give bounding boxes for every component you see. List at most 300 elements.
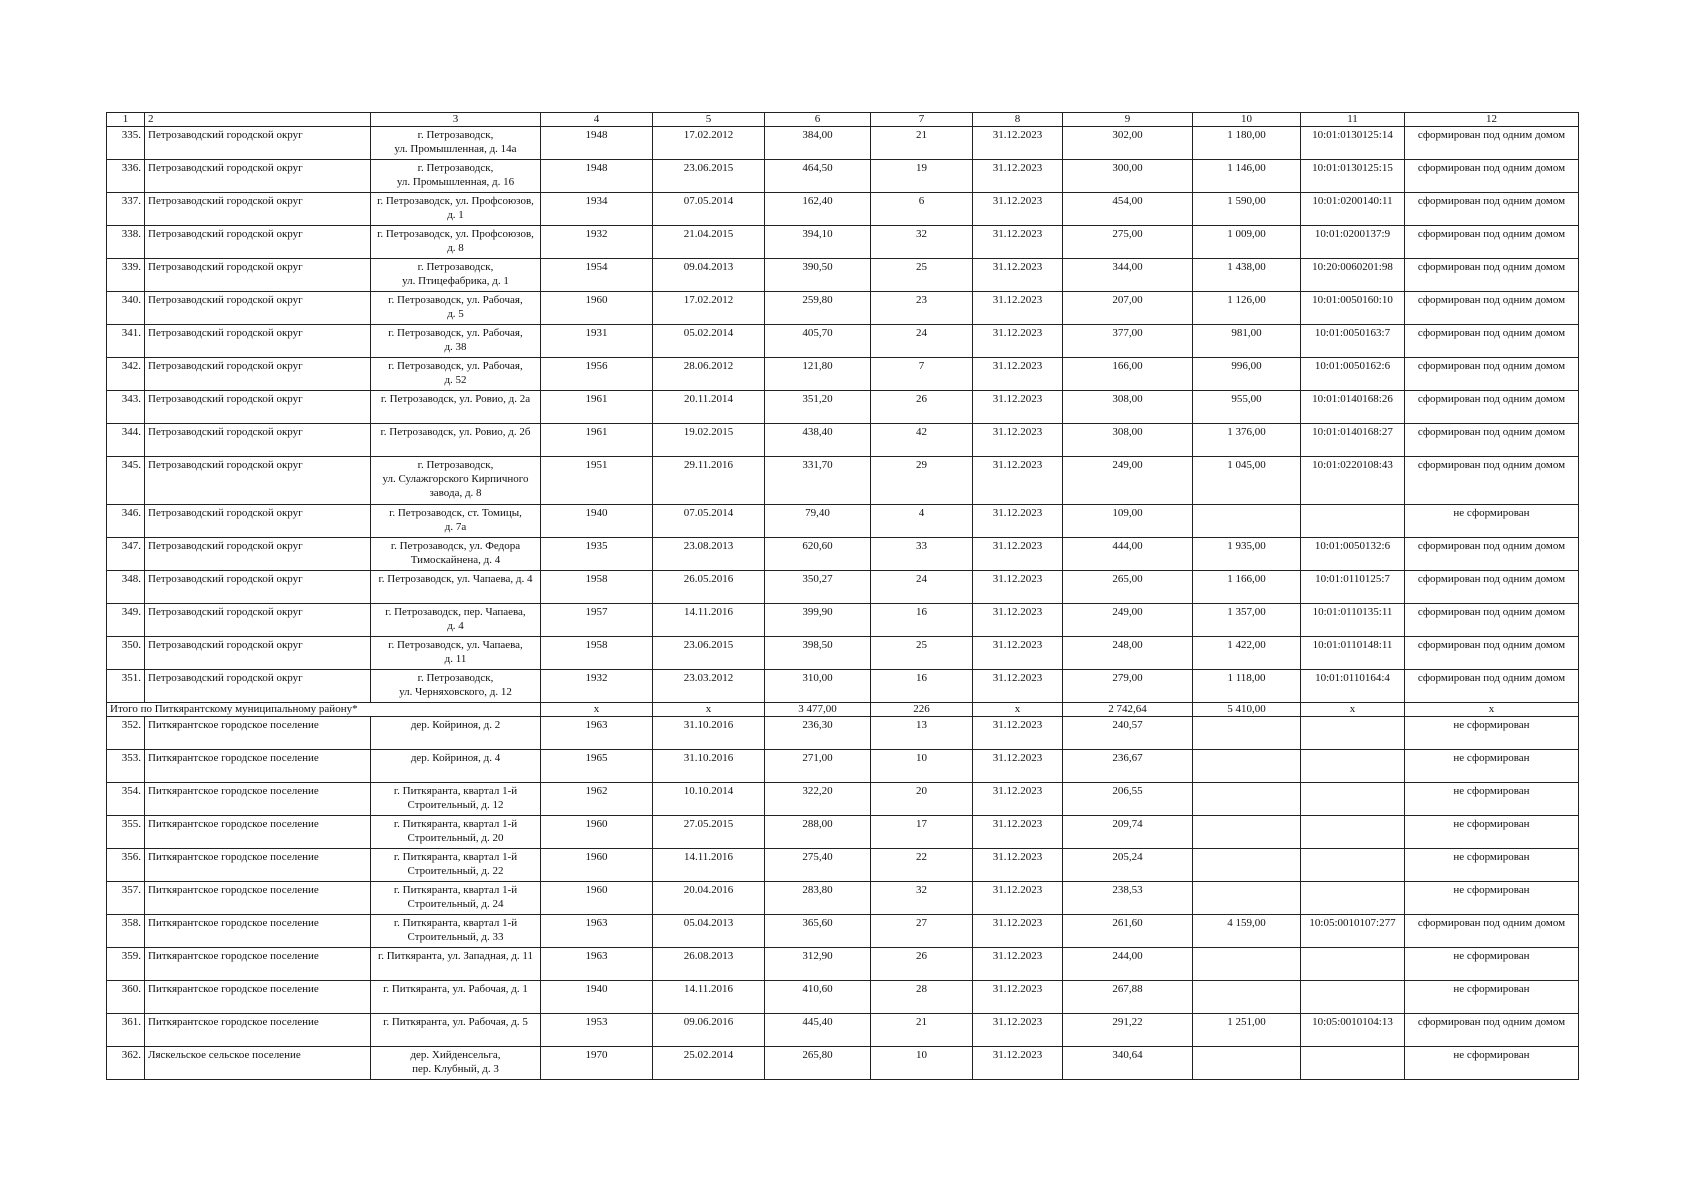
land-area-cell: 5 410,00 [1193, 703, 1301, 717]
row-number-cell: 336. [107, 160, 145, 193]
deadline-cell: 31.12.2023 [973, 424, 1063, 457]
row-number-cell: 347. [107, 538, 145, 571]
year-cell: 1956 [541, 358, 653, 391]
land-area-cell: 1 376,00 [1193, 424, 1301, 457]
land-status-cell: сформирован под одним домом [1405, 637, 1579, 670]
municipality-cell: Питкярантское городское поселение [145, 816, 371, 849]
date-cell: х [653, 703, 765, 717]
municipality-cell: Петрозаводский городской округ [145, 637, 371, 670]
row-number-cell: 349. [107, 604, 145, 637]
year-cell: 1948 [541, 160, 653, 193]
cadastral-number-cell [1301, 783, 1405, 816]
cadastral-number-cell: 10:01:0110164:4 [1301, 670, 1405, 703]
cadastral-number-cell: 10:01:0220108:43 [1301, 457, 1405, 505]
value-cell: 244,00 [1063, 948, 1193, 981]
land-status-cell: не сформирован [1405, 948, 1579, 981]
residents-cell: 33 [871, 538, 973, 571]
address-cell: дер. Койриноя, д. 2 [371, 717, 541, 750]
table-row [107, 783, 1579, 816]
area-cell: 350,27 [765, 571, 871, 604]
municipality-cell: Петрозаводский городской округ [145, 127, 371, 160]
row-number-cell: 359. [107, 948, 145, 981]
cadastral-number-cell: 10:05:0010104:13 [1301, 1014, 1405, 1047]
land-area-cell: 1 009,00 [1193, 226, 1301, 259]
land-area-cell [1193, 882, 1301, 915]
cadastral-number-cell [1301, 505, 1405, 538]
value-cell: 248,00 [1063, 637, 1193, 670]
year-cell: 1961 [541, 424, 653, 457]
value-cell: 279,00 [1063, 670, 1193, 703]
year-cell: 1963 [541, 915, 653, 948]
address-cell: г. Петрозаводск, ул. Чапаева, д. 4 [371, 571, 541, 604]
municipality-cell: Петрозаводский городской округ [145, 358, 371, 391]
date-cell: 09.04.2013 [653, 259, 765, 292]
table-row [107, 505, 1579, 538]
residents-cell: 32 [871, 226, 973, 259]
year-cell: 1948 [541, 127, 653, 160]
cadastral-number-cell [1301, 981, 1405, 1014]
address-cell: г. Петрозаводск, ул. Ровио, д. 2б [371, 424, 541, 457]
residents-cell: 10 [871, 1047, 973, 1080]
municipality-cell: Петрозаводский городской округ [145, 604, 371, 637]
deadline-cell: 31.12.2023 [973, 292, 1063, 325]
row-number-cell: 356. [107, 849, 145, 882]
municipality-cell: Питкярантское городское поселение [145, 981, 371, 1014]
residents-cell: 24 [871, 571, 973, 604]
date-cell: 07.05.2014 [653, 193, 765, 226]
row-number-cell: 355. [107, 816, 145, 849]
col-header: 10 [1193, 113, 1301, 127]
municipality-cell: Петрозаводский городской округ [145, 571, 371, 604]
deadline-cell: 31.12.2023 [973, 637, 1063, 670]
cadastral-number-cell: 10:01:0200140:11 [1301, 193, 1405, 226]
land-status-cell: не сформирован [1405, 1047, 1579, 1080]
deadline-cell: 31.12.2023 [973, 571, 1063, 604]
date-cell: 23.08.2013 [653, 538, 765, 571]
deadline-cell: 31.12.2023 [973, 358, 1063, 391]
land-status-cell: не сформирован [1405, 750, 1579, 783]
year-cell: 1951 [541, 457, 653, 505]
land-area-cell: 1 438,00 [1193, 259, 1301, 292]
year-cell: 1958 [541, 571, 653, 604]
date-cell: 23.06.2015 [653, 160, 765, 193]
deadline-cell: 31.12.2023 [973, 882, 1063, 915]
land-area-cell [1193, 750, 1301, 783]
address-cell: г. Питкяранта, квартал 1-й Строительный, д. 33 [371, 915, 541, 948]
deadline-cell: 31.12.2023 [973, 538, 1063, 571]
cadastral-number-cell: 10:01:0050160:10 [1301, 292, 1405, 325]
row-number-cell: 353. [107, 750, 145, 783]
municipality-cell: Петрозаводский городской округ [145, 670, 371, 703]
municipality-cell: Петрозаводский городской округ [145, 160, 371, 193]
date-cell: 05.04.2013 [653, 915, 765, 948]
value-cell: 166,00 [1063, 358, 1193, 391]
area-cell: 3 477,00 [765, 703, 871, 717]
address-cell: г. Петрозаводск, ул. Сулажгорского Кирпичного завода, д. 8 [371, 457, 541, 505]
land-area-cell: 1 251,00 [1193, 1014, 1301, 1047]
area-cell: 312,90 [765, 948, 871, 981]
year-cell: 1963 [541, 948, 653, 981]
value-cell: 267,88 [1063, 981, 1193, 1014]
cadastral-number-cell: 10:01:0050162:6 [1301, 358, 1405, 391]
date-cell: 20.04.2016 [653, 882, 765, 915]
col-header: 7 [871, 113, 973, 127]
land-area-cell [1193, 1047, 1301, 1080]
cadastral-number-cell [1301, 717, 1405, 750]
table-row [107, 127, 1579, 160]
land-area-cell [1193, 717, 1301, 750]
date-cell: 28.06.2012 [653, 358, 765, 391]
col-header: 12 [1405, 113, 1579, 127]
residents-cell: 28 [871, 981, 973, 1014]
cadastral-number-cell: 10:01:0050163:7 [1301, 325, 1405, 358]
area-cell: 399,90 [765, 604, 871, 637]
date-cell: 23.06.2015 [653, 637, 765, 670]
municipality-cell: Питкярантское городское поселение [145, 849, 371, 882]
area-cell: 390,50 [765, 259, 871, 292]
date-cell: 14.11.2016 [653, 981, 765, 1014]
address-cell: г. Питкяранта, квартал 1-й Строительный, д. 20 [371, 816, 541, 849]
year-cell: 1932 [541, 226, 653, 259]
residents-cell: 4 [871, 505, 973, 538]
residents-cell: 17 [871, 816, 973, 849]
municipality-cell: Петрозаводский городской округ [145, 457, 371, 505]
land-area-cell [1193, 981, 1301, 1014]
address-cell: г. Петрозаводск, ул. Ровио, д. 2а [371, 391, 541, 424]
row-number-cell: 351. [107, 670, 145, 703]
date-cell: 10.10.2014 [653, 783, 765, 816]
value-cell: 265,00 [1063, 571, 1193, 604]
area-cell: 405,70 [765, 325, 871, 358]
date-cell: 23.03.2012 [653, 670, 765, 703]
address-cell: г. Петрозаводск, ул. Чапаева, д. 11 [371, 637, 541, 670]
row-number-cell: 341. [107, 325, 145, 358]
address-cell: г. Петрозаводск, ул. Черняховского, д. 12 [371, 670, 541, 703]
municipality-cell: Питкярантское городское поселение [145, 882, 371, 915]
date-cell: 21.04.2015 [653, 226, 765, 259]
table-row [107, 948, 1579, 981]
col-header: 4 [541, 113, 653, 127]
area-cell: 275,40 [765, 849, 871, 882]
row-number-cell: 352. [107, 717, 145, 750]
deadline-cell: 31.12.2023 [973, 948, 1063, 981]
residents-cell: 19 [871, 160, 973, 193]
table-row [107, 816, 1579, 849]
address-cell: г. Петрозаводск, ул. Федора Тимоскайнена, д. 4 [371, 538, 541, 571]
land-status-cell: сформирован под одним домом [1405, 424, 1579, 457]
date-cell: 20.11.2014 [653, 391, 765, 424]
value-cell: 454,00 [1063, 193, 1193, 226]
year-cell: 1961 [541, 391, 653, 424]
land-area-cell [1193, 783, 1301, 816]
value-cell: 205,24 [1063, 849, 1193, 882]
land-status-cell: сформирован под одним домом [1405, 670, 1579, 703]
value-cell: 240,57 [1063, 717, 1193, 750]
land-status-cell: сформирован под одним домом [1405, 604, 1579, 637]
area-cell: 394,10 [765, 226, 871, 259]
table-body [107, 127, 1579, 1080]
address-cell: г. Питкяранта, ул. Западная, д. 11 [371, 948, 541, 981]
address-cell: дер. Хийденсельга, пер. Клубный, д. 3 [371, 1047, 541, 1080]
deadline-cell: 31.12.2023 [973, 816, 1063, 849]
municipality-cell: Петрозаводский городской округ [145, 391, 371, 424]
col-header: 3 [371, 113, 541, 127]
date-cell: 17.02.2012 [653, 127, 765, 160]
municipality-cell: Питкярантское городское поселение [145, 717, 371, 750]
land-area-cell: 1 118,00 [1193, 670, 1301, 703]
row-number-cell: 360. [107, 981, 145, 1014]
land-status-cell: не сформирован [1405, 981, 1579, 1014]
year-cell: 1934 [541, 193, 653, 226]
land-status-cell: сформирован под одним домом [1405, 391, 1579, 424]
year-cell: 1958 [541, 637, 653, 670]
land-area-cell: 1 935,00 [1193, 538, 1301, 571]
housing-registry-table [106, 112, 1579, 1080]
residents-cell: 13 [871, 717, 973, 750]
value-cell: 261,60 [1063, 915, 1193, 948]
deadline-cell: 31.12.2023 [973, 160, 1063, 193]
district-total-row [107, 703, 1579, 717]
row-number-cell: 361. [107, 1014, 145, 1047]
row-number-cell: 346. [107, 505, 145, 538]
table-row [107, 292, 1579, 325]
address-cell: г. Петрозаводск, ул. Рабочая, д. 38 [371, 325, 541, 358]
residents-cell: 26 [871, 948, 973, 981]
deadline-cell: 31.12.2023 [973, 391, 1063, 424]
date-cell: 29.11.2016 [653, 457, 765, 505]
address-cell: г. Петрозаводск, ул. Птицефабрика, д. 1 [371, 259, 541, 292]
land-area-cell: 955,00 [1193, 391, 1301, 424]
address-cell: г. Петрозаводск, ул. Промышленная, д. 14а [371, 127, 541, 160]
municipality-cell: Петрозаводский городской округ [145, 259, 371, 292]
area-cell: 283,80 [765, 882, 871, 915]
residents-cell: 20 [871, 783, 973, 816]
residents-cell: 21 [871, 127, 973, 160]
land-status-cell: сформирован под одним домом [1405, 325, 1579, 358]
area-cell: 410,60 [765, 981, 871, 1014]
row-number-cell: 345. [107, 457, 145, 505]
table-row [107, 325, 1579, 358]
land-area-cell: 1 146,00 [1193, 160, 1301, 193]
cadastral-number-cell: 10:01:0110148:11 [1301, 637, 1405, 670]
deadline-cell: 31.12.2023 [973, 325, 1063, 358]
value-cell: 236,67 [1063, 750, 1193, 783]
table-row [107, 160, 1579, 193]
municipality-cell: Петрозаводский городской округ [145, 292, 371, 325]
municipality-cell: Петрозаводский городской округ [145, 226, 371, 259]
land-status-cell: сформирован под одним домом [1405, 292, 1579, 325]
land-status-cell: сформирован под одним домом [1405, 226, 1579, 259]
col-header: 2 [145, 113, 371, 127]
year-cell: 1957 [541, 604, 653, 637]
address-cell: г. Петрозаводск, ул. Промышленная, д. 16 [371, 160, 541, 193]
area-cell: 351,20 [765, 391, 871, 424]
year-cell: х [541, 703, 653, 717]
table-row [107, 259, 1579, 292]
area-cell: 121,80 [765, 358, 871, 391]
residents-cell: 24 [871, 325, 973, 358]
cadastral-number-cell: 10:01:0130125:15 [1301, 160, 1405, 193]
municipality-cell: Питкярантское городское поселение [145, 750, 371, 783]
land-status-cell: сформирован под одним домом [1405, 571, 1579, 604]
land-status-cell: сформирован под одним домом [1405, 127, 1579, 160]
cadastral-number-cell: 10:01:0050132:6 [1301, 538, 1405, 571]
year-cell: 1960 [541, 849, 653, 882]
year-cell: 1932 [541, 670, 653, 703]
residents-cell: 25 [871, 637, 973, 670]
year-cell: 1962 [541, 783, 653, 816]
land-status-cell: не сформирован [1405, 882, 1579, 915]
deadline-cell: 31.12.2023 [973, 849, 1063, 882]
value-cell: 249,00 [1063, 604, 1193, 637]
year-cell: 1935 [541, 538, 653, 571]
table-row [107, 1014, 1579, 1047]
table-row [107, 424, 1579, 457]
table-row [107, 670, 1579, 703]
deadline-cell: 31.12.2023 [973, 915, 1063, 948]
date-cell: 07.05.2014 [653, 505, 765, 538]
land-status-cell: сформирован под одним домом [1405, 538, 1579, 571]
area-cell: 271,00 [765, 750, 871, 783]
value-cell: 344,00 [1063, 259, 1193, 292]
address-cell: г. Питкяранта, квартал 1-й Строительный, д. 22 [371, 849, 541, 882]
cadastral-number-cell: 10:01:0130125:14 [1301, 127, 1405, 160]
row-number-cell: 357. [107, 882, 145, 915]
area-cell: 445,40 [765, 1014, 871, 1047]
cadastral-number-cell [1301, 849, 1405, 882]
date-cell: 31.10.2016 [653, 750, 765, 783]
year-cell: 1970 [541, 1047, 653, 1080]
deadline-cell: 31.12.2023 [973, 259, 1063, 292]
deadline-cell: 31.12.2023 [973, 505, 1063, 538]
table-row [107, 717, 1579, 750]
municipality-cell: Петрозаводский городской округ [145, 193, 371, 226]
col-header: 1 [107, 113, 145, 127]
residents-cell: 29 [871, 457, 973, 505]
municipality-cell: Петрозаводский городской округ [145, 505, 371, 538]
deadline-cell: 31.12.2023 [973, 1047, 1063, 1080]
land-status-cell: сформирован под одним домом [1405, 358, 1579, 391]
address-cell: г. Питкяранта, квартал 1-й Строительный, д. 12 [371, 783, 541, 816]
value-cell: 207,00 [1063, 292, 1193, 325]
value-cell: 275,00 [1063, 226, 1193, 259]
col-header: 8 [973, 113, 1063, 127]
area-cell: 162,40 [765, 193, 871, 226]
row-number-cell: 340. [107, 292, 145, 325]
land-area-cell: 996,00 [1193, 358, 1301, 391]
area-cell: 331,70 [765, 457, 871, 505]
deadline-cell: 31.12.2023 [973, 604, 1063, 637]
municipality-cell: Питкярантское городское поселение [145, 915, 371, 948]
table-row [107, 457, 1579, 505]
table-row [107, 571, 1579, 604]
municipality-cell: Питкярантское городское поселение [145, 948, 371, 981]
year-cell: 1963 [541, 717, 653, 750]
year-cell: 1953 [541, 1014, 653, 1047]
value-cell: 109,00 [1063, 505, 1193, 538]
land-area-cell: 1 045,00 [1193, 457, 1301, 505]
cadastral-number-cell [1301, 882, 1405, 915]
residents-cell: 27 [871, 915, 973, 948]
land-area-cell: 1 166,00 [1193, 571, 1301, 604]
land-status-cell: сформирован под одним домом [1405, 457, 1579, 505]
area-cell: 310,00 [765, 670, 871, 703]
cadastral-number-cell: 10:05:0010107:277 [1301, 915, 1405, 948]
value-cell: 209,74 [1063, 816, 1193, 849]
residents-cell: 23 [871, 292, 973, 325]
land-status-cell: не сформирован [1405, 505, 1579, 538]
table-row [107, 637, 1579, 670]
year-cell: 1960 [541, 882, 653, 915]
row-number-cell: 335. [107, 127, 145, 160]
date-cell: 05.02.2014 [653, 325, 765, 358]
area-cell: 438,40 [765, 424, 871, 457]
address-cell: г. Питкяранта, ул. Рабочая, д. 1 [371, 981, 541, 1014]
row-number-cell: 344. [107, 424, 145, 457]
area-cell: 79,40 [765, 505, 871, 538]
year-cell: 1940 [541, 505, 653, 538]
row-number-cell: 354. [107, 783, 145, 816]
year-cell: 1960 [541, 292, 653, 325]
row-number-cell: 337. [107, 193, 145, 226]
deadline-cell: 31.12.2023 [973, 457, 1063, 505]
land-status-cell: х [1405, 703, 1579, 717]
land-area-cell: 981,00 [1193, 325, 1301, 358]
land-status-cell: не сформирован [1405, 783, 1579, 816]
deadline-cell: 31.12.2023 [973, 226, 1063, 259]
table-row [107, 358, 1579, 391]
cadastral-number-cell: 10:01:0140168:26 [1301, 391, 1405, 424]
area-cell: 236,30 [765, 717, 871, 750]
year-cell: 1940 [541, 981, 653, 1014]
residents-cell: 26 [871, 391, 973, 424]
row-number-cell: 358. [107, 915, 145, 948]
cadastral-number-cell: 10:01:0200137:9 [1301, 226, 1405, 259]
area-cell: 259,80 [765, 292, 871, 325]
address-cell: г. Петрозаводск, ул. Профсоюзов, д. 8 [371, 226, 541, 259]
land-area-cell [1193, 505, 1301, 538]
cadastral-number-cell [1301, 1047, 1405, 1080]
land-area-cell: 1 590,00 [1193, 193, 1301, 226]
land-status-cell: сформирован под одним домом [1405, 193, 1579, 226]
residents-cell: 226 [871, 703, 973, 717]
address-cell: г. Питкяранта, квартал 1-й Строительный, д. 24 [371, 882, 541, 915]
land-area-cell: 1 180,00 [1193, 127, 1301, 160]
land-status-cell: не сформирован [1405, 717, 1579, 750]
municipality-cell: Ляскельское сельское поселение [145, 1047, 371, 1080]
land-status-cell: не сформирован [1405, 849, 1579, 882]
land-area-cell: 4 159,00 [1193, 915, 1301, 948]
deadline-cell: 31.12.2023 [973, 193, 1063, 226]
table-row [107, 226, 1579, 259]
area-cell: 365,60 [765, 915, 871, 948]
land-status-cell: не сформирован [1405, 816, 1579, 849]
cadastral-number-cell: 10:20:0060201:98 [1301, 259, 1405, 292]
col-header: 5 [653, 113, 765, 127]
municipality-cell: Петрозаводский городской округ [145, 538, 371, 571]
date-cell: 19.02.2015 [653, 424, 765, 457]
row-number-cell: 348. [107, 571, 145, 604]
land-area-cell: 1 126,00 [1193, 292, 1301, 325]
address-cell: дер. Койриноя, д. 4 [371, 750, 541, 783]
year-cell: 1960 [541, 816, 653, 849]
date-cell: 09.06.2016 [653, 1014, 765, 1047]
col-header: 6 [765, 113, 871, 127]
municipality-cell: Питкярантское городское поселение [145, 783, 371, 816]
municipality-cell: Петрозаводский городской округ [145, 424, 371, 457]
residents-cell: 32 [871, 882, 973, 915]
residents-cell: 21 [871, 1014, 973, 1047]
